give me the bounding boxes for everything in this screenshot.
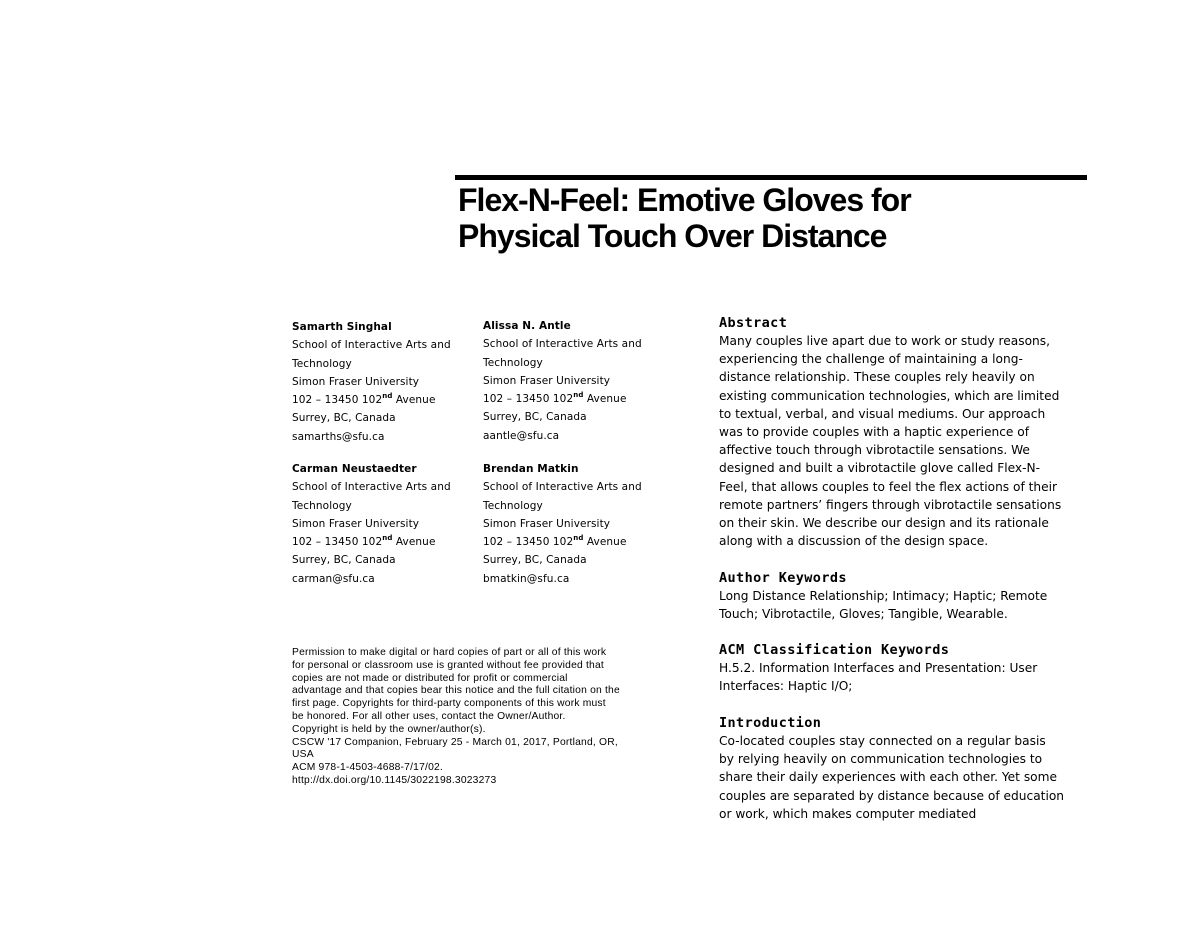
address-superscript: nd xyxy=(573,533,584,542)
address-text: Avenue xyxy=(392,394,436,407)
author-block xyxy=(292,318,477,446)
text-line: Interfaces: Haptic I/O; xyxy=(719,679,853,694)
permission-doi-link[interactable]: http://dx.doi.org/10.1145/3022198.3023273 xyxy=(292,774,497,786)
author-name: Alissa N. Antle xyxy=(483,320,571,332)
permission-notice xyxy=(292,647,672,788)
address-text: 102 – 13450 102 xyxy=(483,393,574,406)
abstract-section xyxy=(719,314,1089,550)
author-email: bmatkin@sfu.ca xyxy=(483,572,570,585)
permission-line: advantage and that copies bear this notice and the full citation on the xyxy=(292,685,620,697)
author-affiliation-line: Simon Fraser University xyxy=(292,375,420,388)
address-superscript: nd xyxy=(573,390,584,399)
author-address xyxy=(292,391,477,409)
text-line: share their daily experiences with each other. Yet some xyxy=(719,770,1058,785)
author-email: aantle@sfu.ca xyxy=(483,429,560,442)
author-affiliation-line: School of Interactive Arts and xyxy=(483,338,642,351)
address-text: 102 – 13450 102 xyxy=(483,536,574,549)
section-body xyxy=(719,659,1089,695)
text-line: Many couples live apart due to work or study reasons, xyxy=(719,334,1051,348)
text-line: distance relationship. These couples rely heavily on xyxy=(719,370,1035,385)
acm-keywords-section xyxy=(719,641,1089,695)
permission-line: USA xyxy=(292,749,314,761)
address-text: Avenue xyxy=(583,536,627,549)
permission-line: Copyright is held by the owner/author(s). xyxy=(292,723,486,735)
text-line: was to provide couples with a haptic experience of xyxy=(719,425,1030,440)
text-line: couples are separated by distance because of education xyxy=(719,788,1065,803)
text-line: Touch; Vibrotactile, Gloves; Tangible, Wearable. xyxy=(719,607,1008,622)
text-line: Long Distance Relationship; Intimacy; Haptic; Remote xyxy=(719,589,1048,603)
title-line: Physical Touch Over Distance xyxy=(458,218,887,254)
permission-line: first page. Copyrights for third-party components of this work must xyxy=(292,698,606,710)
author-affiliation-line: Technology xyxy=(292,357,352,370)
text-line: designed and built a vibrotactile glove called Flex-N- xyxy=(719,461,1040,476)
address-text: 102 – 13450 102 xyxy=(292,536,383,549)
section-heading: ACM Classification Keywords xyxy=(719,642,950,658)
author-affiliation-line: Technology xyxy=(292,499,352,512)
section-body xyxy=(719,332,1089,550)
author-block xyxy=(483,460,668,588)
text-line: by relying heavily on communication technologies to xyxy=(719,752,1043,767)
author-affiliation-line: Technology xyxy=(483,356,543,369)
text-line: on their skin. We describe our design and its rationale xyxy=(719,516,1049,531)
author-affiliation-line: School of Interactive Arts and xyxy=(292,339,451,352)
author-block xyxy=(292,460,477,588)
author-address xyxy=(483,533,668,551)
permission-line: copies are not made or distributed for profit or commercial xyxy=(292,672,568,684)
text-line: to textual, verbal, and visual mediums. Our approach xyxy=(719,406,1046,421)
text-line: experiencing the challenge of maintaining a long- xyxy=(719,352,1023,367)
author-address xyxy=(483,390,668,408)
author-affiliation-line: Simon Fraser University xyxy=(483,374,611,387)
permission-line: for personal or classroom use is granted without fee provided that xyxy=(292,659,604,671)
author-affiliation-line: Simon Fraser University xyxy=(483,517,611,530)
text-line: Feel, that allows couples to feel the flex actions of their xyxy=(719,479,1058,494)
title-line: Flex-N-Feel: Emotive Gloves for xyxy=(458,182,911,218)
author-affiliation-line: Technology xyxy=(483,499,543,512)
author-city: Surrey, BC, Canada xyxy=(292,554,396,567)
author-affiliation-line: School of Interactive Arts and xyxy=(292,481,451,494)
section-heading: Introduction xyxy=(719,715,822,731)
author-city: Surrey, BC, Canada xyxy=(483,554,587,567)
address-superscript: nd xyxy=(382,533,393,542)
permission-line: CSCW '17 Companion, February 25 - March 01, 2017, Portland, OR, xyxy=(292,736,618,748)
section-body xyxy=(719,587,1089,623)
address-text: Avenue xyxy=(583,393,627,406)
author-name: Brendan Matkin xyxy=(483,463,579,475)
author-name: Samarth Singhal xyxy=(292,321,392,333)
author-city: Surrey, BC, Canada xyxy=(292,412,396,425)
permission-line: ACM 978-1-4503-4688-7/17/02. xyxy=(292,762,443,774)
author-address xyxy=(292,533,477,551)
paper-title xyxy=(458,182,1078,254)
text-line: existing communication technologies, which are limited xyxy=(719,388,1060,403)
section-heading: Author Keywords xyxy=(719,570,847,586)
author-keywords-section xyxy=(719,569,1089,623)
title-rule xyxy=(455,175,1087,180)
author-email: samarths@sfu.ca xyxy=(292,430,385,443)
introduction-section xyxy=(719,714,1089,823)
address-text: 102 – 13450 102 xyxy=(292,394,383,407)
section-body xyxy=(719,732,1089,823)
author-affiliation-line: School of Interactive Arts and xyxy=(483,481,642,494)
text-line: along with a discussion of the design space. xyxy=(719,534,989,549)
text-line: or work, which makes computer mediated xyxy=(719,806,977,821)
section-heading: Abstract xyxy=(719,315,788,331)
text-line: H.5.2. Information Interfaces and Presentation: User xyxy=(719,661,1038,675)
permission-line: be honored. For all other uses, contact the Owner/Author. xyxy=(292,710,566,722)
text-line: remote partners’ fingers through vibrotactile sensations xyxy=(719,497,1062,512)
author-affiliation-line: Simon Fraser University xyxy=(292,517,420,530)
address-superscript: nd xyxy=(382,391,393,400)
text-line: Co-located couples stay connected on a regular basis xyxy=(719,734,1046,748)
text-line: affective touch through vibrotactile sensations. We xyxy=(719,443,1030,458)
author-name: Carman Neustaedter xyxy=(292,463,417,475)
author-block xyxy=(483,317,668,445)
author-city: Surrey, BC, Canada xyxy=(483,411,587,424)
address-text: Avenue xyxy=(392,536,436,549)
permission-line: Permission to make digital or hard copies of part or all of this work xyxy=(292,647,607,658)
author-email: carman@sfu.ca xyxy=(292,572,375,585)
